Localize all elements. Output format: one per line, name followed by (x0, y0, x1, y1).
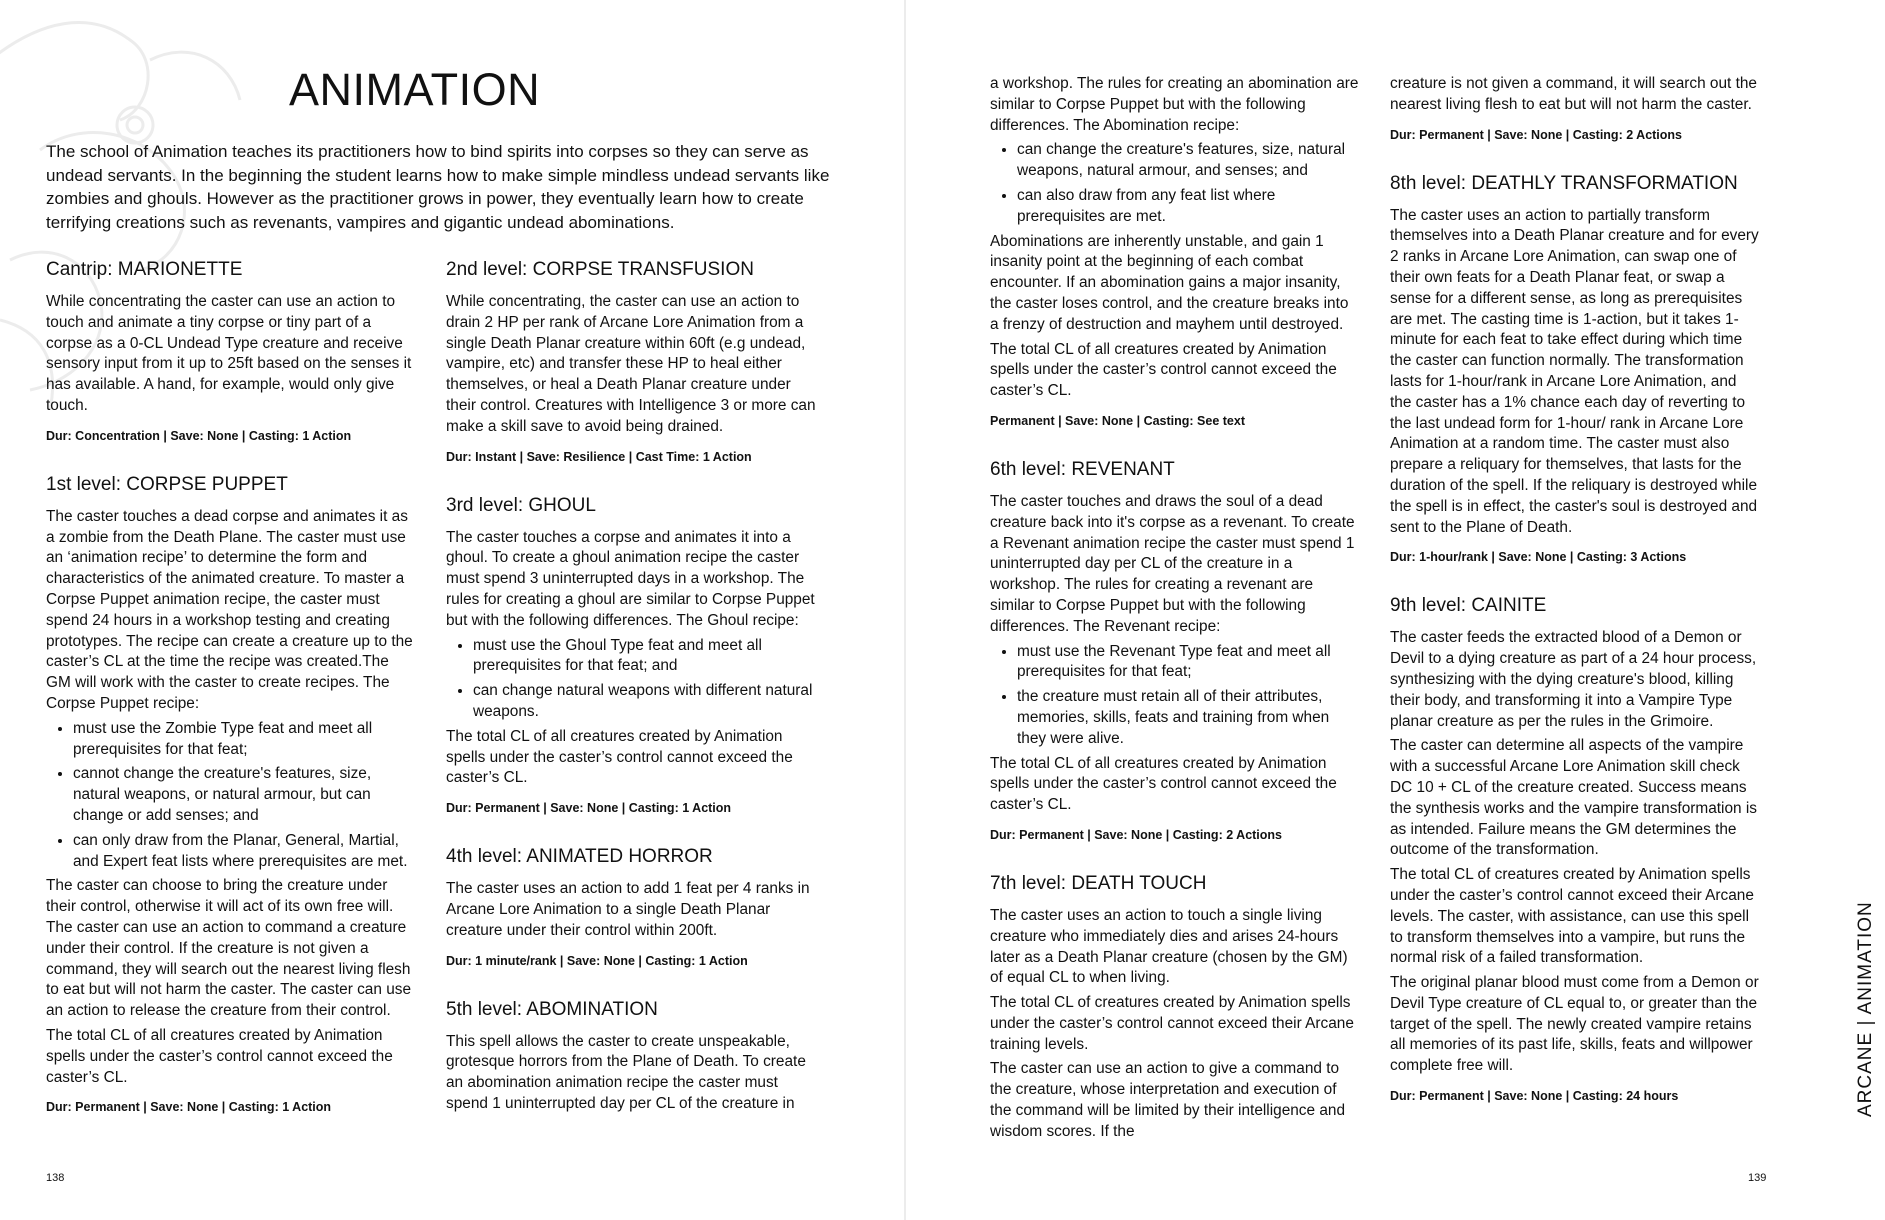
spell-abomination-continued (990, 74, 1360, 430)
spell-text: The caster touches a corpse and animates it into a ghoul. To create a ghoul animation recipe the caster must spend 3 uninterrupted days in a workshop. The rules for creating a ghoul are similar to Corpse Puppet but with the following differences. The Ghoul recipe: (446, 528, 815, 629)
spell-text: The caster can use an action to give a command to the creature, whose interpretation and execution of the command will be limited by their intelligence and wisdom scores. If the (990, 1060, 1346, 1140)
spell-text: a workshop. The rules for creating an abomination are similar to Corpse Puppet but with the following differences. The Abomination recipe: (990, 75, 1359, 134)
spell-text: The total CL of creatures created by Animation spells under the caster’s control cannot exceed their Arcane training levels. (990, 994, 1354, 1053)
spell-text: The caster uses an action to add 1 feat per 4 ranks in Arcane Lore Animation to a single Death Planar creature under their control within 200ft. (446, 880, 810, 939)
intro-text: The school of Animation teaches its practitioners how to bind spirits into corpses so they can serve as undead servants. In the beginning the student learns how to make simple mindless undead servants like zombies and ghouls. However as the practitioner grows in power, they eventually learn how to create terrifying creations such as revenants, vampires and gigantic undead abominations. (46, 142, 830, 232)
spell-text: The caster can choose to bring the creature under their control, otherwise it will act of its own free will. The caster can use an action to command a creature under their control. If the creature is not given a command, they will search out the nearest living flesh to eat but will not harm the caster. The caster can use an action to release the creature from their control. (46, 877, 412, 1020)
spell-meta: Dur: 1-hour/rank | Save: None | Casting: 3 Actions (1390, 550, 1687, 565)
spell-meta: Dur: Instant | Save: Resilience | Cast Time: 1 Action (446, 449, 752, 464)
spell-meta: Dur: Permanent | Save: None | Casting: 1 Action (46, 1100, 332, 1115)
bullet-list (990, 140, 1360, 227)
spell-meta: Dur: Permanent | Save: None | Casting: 1 Action (446, 801, 732, 816)
spell-deathly-transformation (1390, 172, 1760, 567)
spell-marionette (46, 258, 416, 445)
spell-text: The caster touches a dead corpse and animates it as a zombie from the Death Plane. The caster must use an ‘animation recipe’ to determine the form and characteristics of the animated creature. To master a Corpse Puppet animation recipe, the caster must spend 24 hours in a workshop testing and creating prototypes. The recipe can create a creature up to the caster’s CL at the time the recipe was created.The GM will work with the caster to create recipes. The Corpse Puppet recipe: (46, 507, 413, 712)
spell-heading: 4th level: ANIMATED HORROR (446, 846, 713, 868)
right-page (906, 0, 1806, 1220)
spell-heading: 2nd level: CORPSE TRANSFUSION (446, 259, 754, 280)
spell-revenant (990, 458, 1360, 844)
spell-heading: 6th level: REVENANT (990, 458, 1175, 480)
left-column-2 (446, 258, 816, 1143)
spell-corpse-puppet (46, 473, 416, 1117)
spell-heading: Cantrip: MARIONETTE (46, 259, 243, 280)
list-item: • must use the Ghoul Type feat and meet all prerequisites for that feat; and (473, 636, 816, 678)
spell-text: The total CL of all creatures created by Animation spells under the caster’s control cannot exceed the caster’s CL. (446, 727, 793, 787)
spell-abomination (446, 998, 816, 1115)
spell-text: The total CL of all creatures created by Animation spells under the caster’s control cannot exceed the caster’s CL. (46, 1026, 393, 1086)
spell-meta: Dur: Permanent | Save: None | Casting: 2 Actions (990, 827, 1283, 842)
spell-heading: 3rd level: GHOUL (446, 494, 596, 516)
page-number-left: 138 (46, 1172, 65, 1184)
spell-animated-horror (446, 845, 816, 969)
side-tab-label: ARCANE | ANIMATION (1855, 901, 1876, 1117)
bullet-list (46, 719, 416, 873)
spell-text: While concentrating, the caster can use an action to drain 2 HP per rank of Arcane Lore Animation from a single Death Planar creature within 60ft (e.g undead, vampire, etc) and transfer these HP to heal either themselves, or heal a Death Planar creature under their control. Creatures with Intelligence 3 or more can make a skill save to avoid being drained. (446, 293, 816, 435)
list-item: • the creature must retain all of their attributes, memories, skills, feats and training from when they were alive. (1017, 687, 1360, 749)
list-item: • can only draw from the Planar, General, Martial, and Expert feat lists where prerequisites are met. (73, 831, 416, 873)
right-column-2 (1390, 74, 1760, 1133)
list-item: • must use the Revenant Type feat and meet all prerequisites for that feat; (1017, 642, 1360, 684)
list-item: • can change the creature's features, size, natural weapons, natural armour, and senses; and (1017, 140, 1360, 182)
spell-death-touch (990, 872, 1360, 1143)
bullet-list (990, 642, 1360, 750)
list-item: • must use the Zombie Type feat and meet all prerequisites for that feat; (73, 719, 416, 761)
left-page (0, 0, 906, 1220)
spell-meta: Dur: Concentration | Save: None | Casting: 1 Action (46, 428, 352, 443)
spell-heading: 8th level: DEATHLY TRANSFORMATION (1390, 172, 1738, 194)
spell-meta: Dur: Permanent | Save: None | Casting: 2 Actions (1390, 127, 1683, 142)
spell-heading: 1st level: CORPSE PUPPET (46, 473, 288, 495)
spell-text: The total CL of creatures created by Animation spells under the caster’s control cannot exceed their Arcane levels. The caster, with assistance, can use this spell to transform themselves into a vampire, but runs the normal risk of a failed transformation. (1390, 866, 1754, 967)
spell-heading: 5th level: ABOMINATION (446, 998, 658, 1020)
spell-text: The caster can determine all aspects of the vampire with a successful Arcane Lore Animation skill check DC 10 + CL of the creature created. Success means the synthesis works and the vampire transformation is as intended. Failure means the GM determines the outcome of the transformation. (1390, 737, 1757, 859)
spell-text: The total CL of all creatures created by Animation spells under the caster’s control cannot exceed the caster’s CL. (990, 340, 1337, 400)
spell-text: While concentrating the caster can use an action to touch and animate a tiny corpse or tiny part of a corpse as a 0-CL Undead Type creature and receive sensory input from it up to 25ft based on the senses it has available. A hand, for example, would only give touch. (46, 293, 412, 414)
list-item: • can also draw from any feat list where prerequisites are met. (1017, 186, 1360, 228)
spell-meta: Permanent | Save: None | Casting: See text (990, 413, 1245, 428)
spell-text: creature is not given a command, it will search out the nearest living flesh to eat but will not harm the caster. (1390, 75, 1757, 113)
list-item: • cannot change the creature's features, size, natural weapons, or natural armour, but can change or add senses; and (73, 764, 416, 826)
page-title: ANIMATION (289, 64, 541, 115)
bullet-list (446, 636, 816, 723)
spell-meta: Dur: Permanent | Save: None | Casting: 24 hours (1390, 1089, 1679, 1104)
spell-heading: 7th level: DEATH TOUCH (990, 872, 1207, 894)
spell-cainite (1390, 594, 1760, 1105)
spell-meta: Dur: 1 minute/rank | Save: None | Casting: 1 Action (446, 953, 748, 968)
spell-text: This spell allows the caster to create unspeakable, grotesque horrors from the Plane of Death. To create an abomination animation recipe the caster must spend 1 uninterrupted day per CL of the creature in (446, 1032, 806, 1112)
spell-text: The caster touches and draws the soul of a dead creature back into it's corpse as a revenant. To create a Revenant animation recipe the caster must spend 1 uninterrupted day per CL of the creature in a workshop. The rules for creating a revenant are similar to Corpse Puppet but with the following differences. The Revenant recipe: (990, 492, 1355, 635)
spell-text: The total CL of all creatures created by Animation spells under the caster’s control cannot exceed the caster’s CL. (990, 754, 1337, 814)
spell-heading: 9th level: CAINITE (1390, 595, 1547, 617)
spell-text: The caster uses an action to touch a single living creature who immediately dies and arises 24-hours later as a Death Planar creature (chosen by the GM) of equal CL to when living. (990, 906, 1348, 987)
list-item: • can change natural weapons with different natural weapons. (473, 681, 816, 723)
spell-death-touch-continued (1390, 74, 1760, 144)
spell-corpse-transfusion (446, 258, 816, 466)
page-number-right: 139 (1748, 1172, 1767, 1184)
right-column-1 (990, 74, 1360, 1171)
left-column-1 (46, 258, 416, 1144)
spell-text: The caster uses an action to partially transform themselves into a Death Planar creature and for every 2 ranks in Arcane Lore Animation, can swap one of their own feats for a Death Planar feat, or swap a sense for a different sense, as long as prerequisites are met. The casting time is 1-action, but it takes 1-minute for each feat to take effect during which time the caster can function normally. The transformation lasts for 1-hour/rank in Arcane Lore Animation, and the caster has a 1% chance each day of reverting to the last undead form for 1-hour/ rank in Arcane Lore Animation at a random time. The caster must also prepare a reliquary for themselves, that lasts for the duration of the spell. If the reliquary is destroyed while the spell is in effect, the caster's soul is destroyed and sent to the Plane of Death. (1390, 206, 1759, 536)
spell-ghoul (446, 494, 816, 818)
spell-text: The caster feeds the extracted blood of a Demon or Devil to a dying creature as part of a 24 hour process, synthesizing with the dying creature's blood, killing their body, and transforming it into a Vampire Type planar creature as per the rules in the Grimoire. (1390, 629, 1757, 730)
spell-text: The original planar blood must come from a Demon or Devil Type creature of CL equal to, or greater than the target of the spell. The newly created vampire retains all memories of its past life, skills, feats and willpower complete free will. (1390, 974, 1759, 1075)
spell-text: Abominations are inherently unstable, and gain 1 insanity point at the beginning of each combat encounter. If an abomination gains a major insanity, the caster loses control, and the creature breaks into a frenzy of destruction and mayhem until destroyed. (990, 232, 1349, 333)
